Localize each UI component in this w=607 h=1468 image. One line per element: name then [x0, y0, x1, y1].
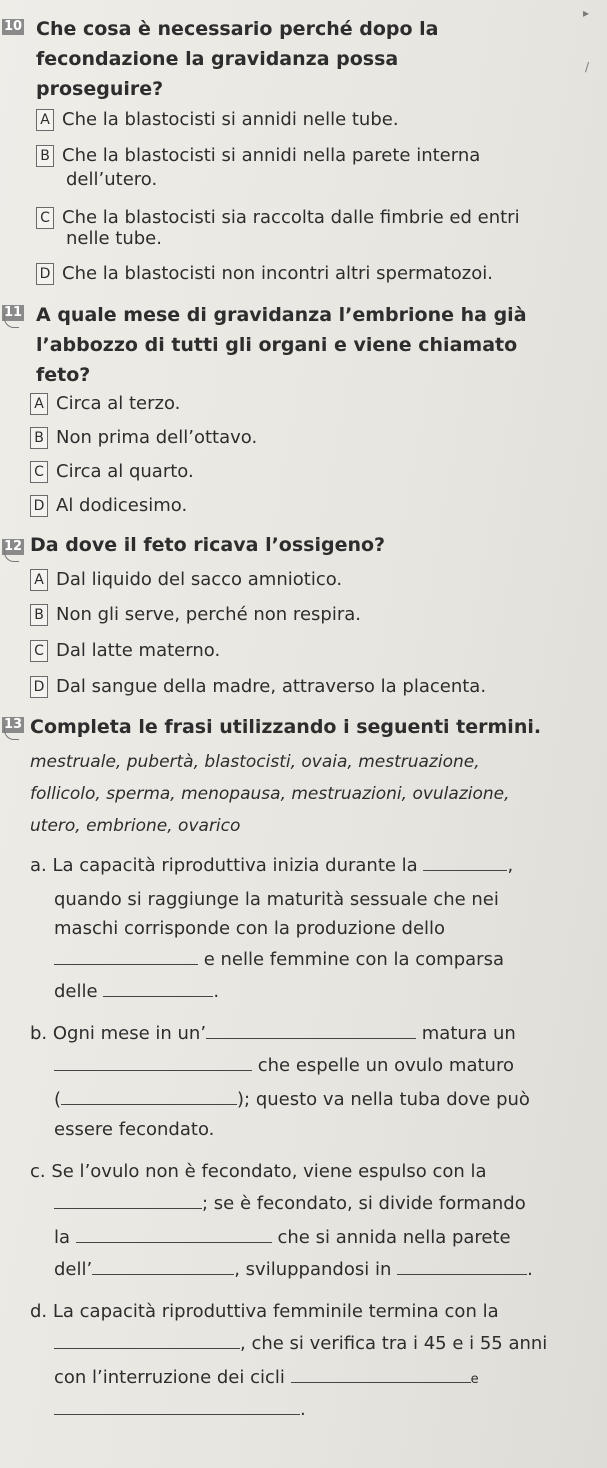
fill-blank[interactable]: [54, 946, 198, 965]
option-continuation: dell’utero.: [66, 169, 158, 190]
option-letter: D: [36, 263, 54, 285]
fill-blank[interactable]: [92, 1256, 234, 1275]
corner-mark: ▸: [583, 6, 590, 20]
question-number: 13: [4, 717, 23, 732]
answer-option[interactable]: C Che la blastocisti sia raccolta dalle fimbrie ed entri: [36, 204, 520, 232]
sentence-c-line: la che si annida nella parete: [54, 1224, 511, 1252]
question-number: 10: [4, 19, 23, 34]
sentence-d-line: con l’interruzione dei cicli e: [54, 1364, 479, 1394]
sentence-a-line: e nelle femmine con la comparsa: [54, 946, 504, 974]
fill-blank[interactable]: [397, 1256, 527, 1275]
option-letter: D: [30, 495, 48, 517]
option-letter: D: [30, 676, 48, 698]
fill-blank[interactable]: [54, 1190, 202, 1209]
sentence-a-line: delle .: [54, 978, 219, 1006]
option-letter: A: [30, 569, 48, 591]
question-number: 12: [4, 539, 23, 554]
answer-option[interactable]: A Che la blastocisti si annidi nelle tube.: [36, 106, 399, 134]
sentence-d-line: , che si verifica tra i 45 e i 55 anni: [54, 1330, 547, 1358]
sentence-a: a. La capacità riproduttiva inizia durante la ,: [30, 852, 513, 880]
answer-option[interactable]: B Che la blastocisti si annidi nella parete interna: [36, 142, 480, 170]
sentence-a-line: maschi corrisponde con la produzione dello: [54, 918, 446, 939]
sentence-b-line: che espelle un ovulo maturo: [54, 1052, 514, 1080]
corner-mark: /: [585, 60, 590, 74]
fill-blank[interactable]: [54, 1052, 252, 1071]
fill-blank[interactable]: [76, 1224, 272, 1243]
option-letter: C: [30, 461, 48, 483]
question-title: Completa le frasi utilizzando i seguenti termini.: [30, 716, 542, 738]
terms-list: mestruale, pubertà, blastocisti, ovaia, mestruazione, follicolo, sperma, menopausa, mestruazioni, ovulazione, utero, embrione, ovarico: [30, 752, 510, 836]
answer-option[interactable]: B Non prima dell’ottavo.: [30, 424, 257, 452]
answer-option[interactable]: A Dal liquido del sacco amniotico.: [30, 566, 342, 594]
fill-blank[interactable]: [206, 1020, 416, 1039]
option-letter: A: [30, 393, 48, 415]
option-letter: B: [30, 604, 48, 626]
question-title: A quale mese di gravidanza l’embrione ha già l’abbozzo di tutti gli organi e viene chiamato feto?: [36, 304, 527, 386]
question-number: 11: [4, 305, 23, 320]
answer-option[interactable]: B Non gli serve, perché non respira.: [30, 601, 361, 629]
answer-option[interactable]: C Dal latte materno.: [30, 637, 220, 665]
sentence-c: c. Se l’ovulo non è fecondato, viene espulso con la: [30, 1161, 487, 1182]
fill-blank[interactable]: [54, 1396, 300, 1415]
answer-option[interactable]: A Circa al terzo.: [30, 390, 180, 418]
answer-option[interactable]: D Che la blastocisti non incontri altri spermatozoi.: [36, 260, 493, 288]
option-letter: B: [30, 427, 48, 449]
answer-option[interactable]: D Al dodicesimo.: [30, 492, 187, 520]
question-title: Che cosa è necessario perché dopo la fecondazione la gravidanza possa proseguire?: [36, 18, 439, 100]
option-letter: B: [36, 145, 54, 167]
fill-blank[interactable]: [54, 1330, 240, 1349]
question-title: Da dove il feto ricava l’ossigeno?: [30, 534, 386, 556]
sentence-c-line: ; se è fecondato, si divide formando: [54, 1190, 526, 1218]
fill-blank[interactable]: [61, 1086, 237, 1105]
sentence-b-line: essere fecondato.: [54, 1119, 215, 1140]
sentence-a-line: quando si raggiunge la maturità sessuale che nei: [54, 889, 499, 910]
sentence-d-line: .: [54, 1396, 306, 1424]
answer-option[interactable]: D Dal sangue della madre, attraverso la placenta.: [30, 673, 486, 701]
sentence-d: d. La capacità riproduttiva femminile termina con la: [30, 1301, 499, 1322]
option-letter: C: [36, 207, 54, 229]
bracket-hook: [4, 725, 19, 740]
fill-blank[interactable]: [423, 852, 507, 871]
answer-option[interactable]: C Circa al quarto.: [30, 458, 194, 486]
fill-blank[interactable]: [291, 1364, 471, 1383]
option-letter: C: [30, 640, 48, 662]
sentence-c-line: dell’ , sviluppandosi in .: [54, 1256, 533, 1284]
option-letter: A: [36, 109, 54, 131]
bracket-hook: [4, 547, 19, 562]
option-continuation: nelle tube.: [66, 228, 162, 249]
fill-blank[interactable]: [103, 978, 213, 997]
bracket-hook: [4, 313, 19, 328]
sentence-b-line: ( ); questo va nella tuba dove può: [54, 1086, 530, 1114]
sentence-b: b. Ogni mese in un’ matura un: [30, 1020, 516, 1048]
